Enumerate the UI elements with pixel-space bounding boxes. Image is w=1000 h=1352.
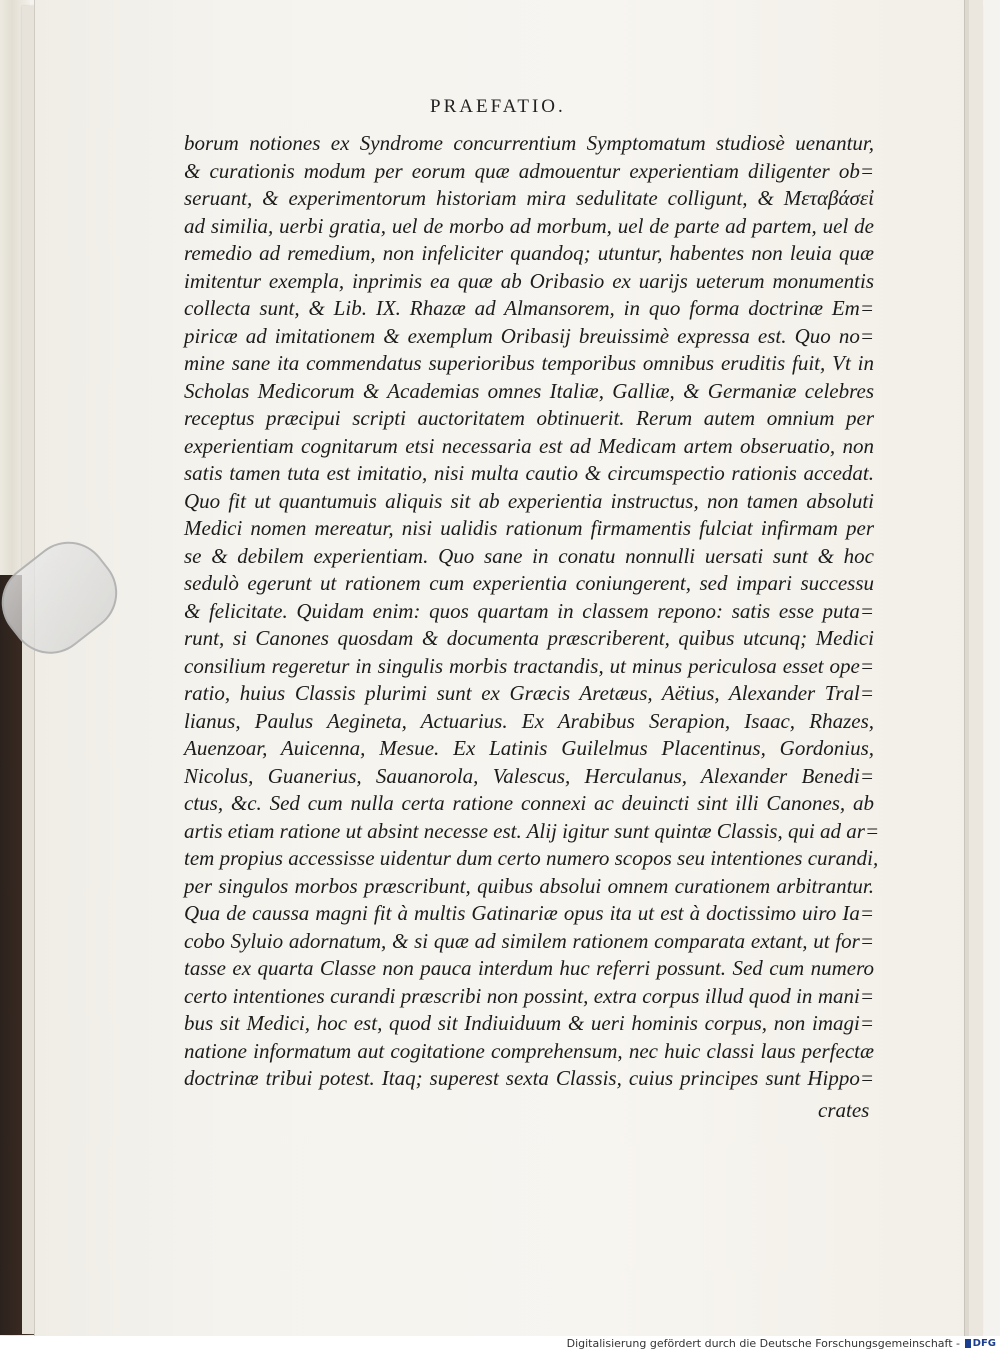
- text-line: tem propius accessisse uidentur dum certo numero scopos seu intentiones curandi,: [184, 846, 879, 870]
- text-line: ctus, &c. Sed cum nulla certa ratione connexi ac deuincti sint illi Canones, ab: [184, 791, 874, 815]
- text-line: ad similia, uerbi gratia, uel de morbo ad morbum, uel de parte ad partem, uel de: [184, 213, 874, 238]
- catchword: crates: [818, 1098, 870, 1122]
- page-body-text: [184, 130, 880, 1093]
- dfg-logo-mark-icon: [965, 1339, 971, 1348]
- running-head: PRAEFATIO.: [430, 96, 566, 117]
- text-line: Qua de caussa magni fit à multis Gatinariæ opus ita ut est à doctissimo uiro Ia=: [184, 901, 874, 925]
- text-line: mine sane ita commendatus superioribus temporibus omnibus eruditis fuit, Vt in: [184, 351, 874, 375]
- text-line: Auenzoar, Auicenna, Mesue. Ex Latinis Guilelmus Placentinus, Gordonius,: [184, 736, 874, 760]
- dfg-logo-text: DFG: [972, 1338, 996, 1349]
- text-line: satis tamen tuta est imitatio, nisi multa cautio & circumspectio rationis accedat.: [184, 461, 874, 485]
- text-line: collecta sunt, & Lib. IX. Rhazæ ad Almansorem, in quo forma doctrinæ Em=: [184, 296, 874, 320]
- text-line: Quo fit ut quantumuis aliquis sit ab experientia instructus, non tamen absoluti: [184, 488, 874, 513]
- text-line: runt, si Canones quosdam & documenta præscriberent, quibus utcunq; Medici: [184, 626, 874, 650]
- text-line: ratio, huius Classis plurimi sunt ex Græcis Aretæus, Aëtius, Alexander Tral=: [184, 681, 874, 705]
- text-line: Scholas Medicorum & Academias omnes Italiæ, Galliæ, & Germaniæ celebres: [184, 378, 874, 403]
- text-line: piricæ ad imitationem & exemplum Oribasij breuissimè expressa est. Quo no=: [184, 323, 874, 348]
- text-line: & curationis modum per eorum quæ admouentur experientiam diligenter ob=: [184, 158, 874, 183]
- text-line: consilium regeretur in singulis morbis tractandis, ut minus periculosa esset ope=: [184, 653, 874, 678]
- text-line: seruant, & experimentorum historiam mira sedulitate colligunt, & Μεταβάσεἰ: [184, 186, 874, 210]
- text-line: & felicitate. Quidam enim: quos quartam in classem repono: satis esse puta=: [184, 598, 874, 623]
- text-line: cobo Syluio adornatum, & si quæ ad similem rationem comparata extant, ut for=: [184, 928, 874, 953]
- text-line: tasse ex quarta Classe non pauca interdum huc referri possunt. Sed cum numero: [184, 956, 874, 980]
- text-line: Medici nomen mereatur, nisi ualidis rationum firmamentis fulciat infirmam per: [184, 516, 874, 540]
- text-line: natione informatum aut cogitatione comprehensum, nec huic classi laus perfectæ: [184, 1038, 874, 1063]
- text-line: certo intentiones curandi præscribi non possint, extra corpus illud quod in mani=: [184, 983, 874, 1008]
- text-line: artis etiam ratione ut absint necesse est. Alij igitur sunt quintæ Classis, qui ad ar=: [184, 818, 880, 843]
- page-edge-outer: [969, 0, 983, 1336]
- text-line: remedio ad remedium, non infeliciter quandoq; utuntur, habentes non leuia quæ: [184, 241, 874, 265]
- funding-credit: Digitalisierung gefördert durch die Deutsche Forschungsgemeinschaft -: [566, 1337, 960, 1350]
- text-line: Nicolus, Guanerius, Sauanorola, Valescus, Herculanus, Alexander Benedi=: [184, 763, 874, 788]
- text-line: bus sit Medici, hoc est, quod sit Indiuiduum & ueri hominis corpus, non imagi=: [184, 1011, 874, 1035]
- text-line: borum notiones ex Syndrome concurrentium Symptomatum studiosè uenantur,: [184, 131, 874, 155]
- dfg-logo: [964, 1337, 996, 1350]
- text-line: per singulos morbos præscribunt, quibus absolui omnem curationem arbitrantur.: [184, 873, 874, 898]
- text-line: se & debilem experientiam. Quo sane in conatu nonnulli uersati sunt & hoc: [184, 543, 874, 568]
- text-line: receptus præcipui scripti auctoritatem obtinuerit. Rerum autem omnium per: [184, 406, 874, 430]
- text-line: sedulò egerunt ut rationem cum experientia coniungerent, sed impari successu: [184, 571, 874, 595]
- text-line: experientiam cognitarum etsi necessaria est ad Medicam artem obseruatio, non: [184, 433, 874, 458]
- text-line: lianus, Paulus Aegineta, Actuarius. Ex Arabibus Serapion, Isaac, Rhazes,: [184, 708, 874, 733]
- text-line: imitentur exempla, inprimis ea quæ ab Oribasio ex uarijs ueterum monumentis: [184, 268, 874, 293]
- text-line: doctrinæ tribui potest. Itaq; superest sexta Classis, cuius principes sunt Hippo=: [184, 1066, 874, 1090]
